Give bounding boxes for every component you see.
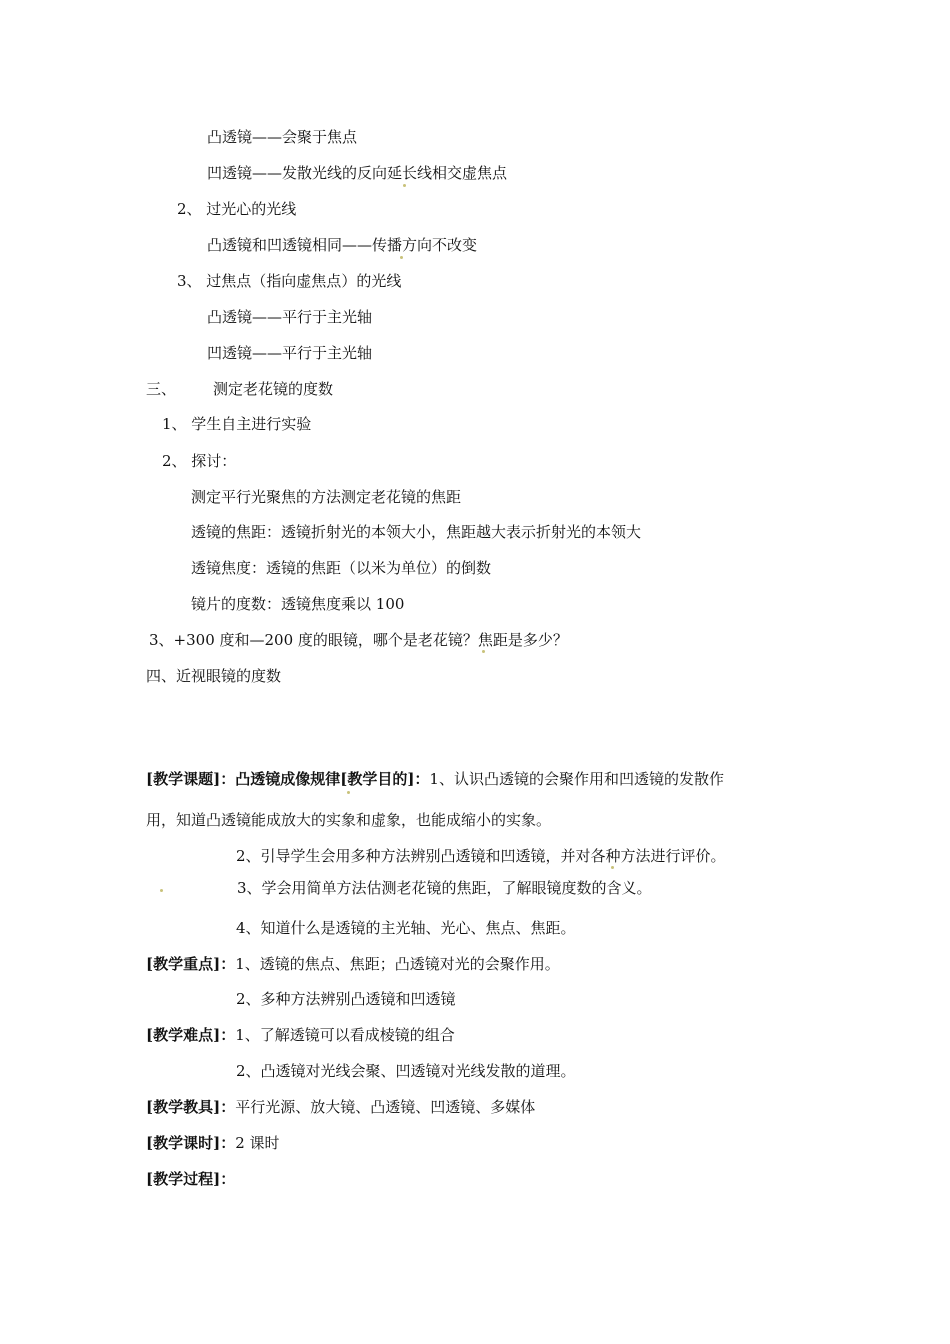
experiment-item: 1、 学生自主进行实验 (162, 415, 312, 433)
discussion-line-1: 测定平行光聚焦的方法测定老花镜的焦距 (191, 488, 462, 506)
discussion-item: 2、 探讨： (162, 452, 237, 470)
key-row (146, 954, 560, 974)
same-direction-line: 凸透镜和凹透镜相同——传播方向不改变 (207, 236, 478, 254)
aim-2: 2、引导学生会用多种方法辨别凸透镜和凹透镜，并对各种方法进行评价。 (236, 847, 726, 865)
section-four-title: 四、近视眼镜的度数 (146, 667, 282, 685)
key-1: 1、透镜的焦点、焦距；凸透镜对光的会聚作用。 (235, 955, 560, 973)
topic-row (146, 769, 724, 789)
question-item: 3、+300 度和—200 度的眼镜，哪个是老花镜？焦距是多少？ (149, 631, 568, 649)
topic-label: [教学课题]： (146, 770, 236, 788)
convex-parallel-line: 凸透镜——平行于主光轴 (207, 308, 373, 326)
hours-row (146, 1133, 280, 1153)
aim-1b: 用，知道凸透镜能成放大的实象和虚象，也能成缩小的实象。 (146, 811, 552, 829)
speck-mark (611, 866, 614, 869)
difficulty-label: [教学难点]： (146, 1026, 236, 1044)
optical-center-item: 2、 过光心的光线 (177, 200, 297, 218)
convex-converge-line: 凸透镜——会聚于焦点 (207, 128, 358, 146)
hours-value: 2 课时 (235, 1134, 280, 1152)
speck-mark (347, 791, 350, 794)
speck-mark (160, 889, 163, 892)
tools-value: 平行光源、放大镜、凸透镜、凹透镜、多媒体 (235, 1098, 536, 1116)
hours-label: [教学课时]： (146, 1134, 236, 1152)
discussion-line-3: 透镜焦度：透镜的焦距（以米为单位）的倒数 (191, 559, 492, 577)
discussion-line-2: 透镜的焦距：透镜折射光的本领大小，焦距越大表示折射光的本领大 (191, 523, 642, 541)
difficulty-1: 1、了解透镜可以看成棱镜的组合 (235, 1026, 455, 1044)
concave-diverge-line: 凹透镜——发散光线的反向延长线相交虚焦点 (207, 164, 508, 182)
key-2: 2、多种方法辨别凸透镜和凹透镜 (236, 990, 456, 1008)
speck-mark (482, 650, 485, 653)
aim-3: 3、学会用简单方法估测老花镜的焦距，了解眼镜度数的含义。 (237, 879, 652, 897)
tools-label: [教学教具]： (146, 1098, 236, 1116)
aim-4: 4、知道什么是透镜的主光轴、光心、焦点、焦距。 (236, 919, 576, 937)
speck-mark (403, 184, 406, 187)
process-label: [教学过程]： (146, 1170, 236, 1188)
key-label: [教学重点]： (146, 955, 236, 973)
concave-parallel-line: 凹透镜——平行于主光轴 (207, 344, 373, 362)
tools-row (146, 1097, 535, 1117)
difficulty-row (146, 1025, 455, 1045)
aim-1a: 1、认识凸透镜的会聚作用和凹透镜的发散作 (429, 770, 724, 788)
focus-ray-item: 3、 过焦点（指向虚焦点）的光线 (177, 272, 402, 290)
speck-mark (400, 256, 403, 259)
section-three-number: 三、 (146, 380, 177, 398)
aim-label: [教学目的]： (340, 770, 430, 788)
topic-value: 凸透镜成像规律 (235, 770, 341, 788)
discussion-line-4: 镜片的度数：透镜焦度乘以 100 (191, 595, 405, 613)
section-three-title: 测定老花镜的度数 (213, 380, 334, 398)
difficulty-2: 2、凸透镜对光线会聚、凹透镜对光线发散的道理。 (236, 1062, 576, 1080)
